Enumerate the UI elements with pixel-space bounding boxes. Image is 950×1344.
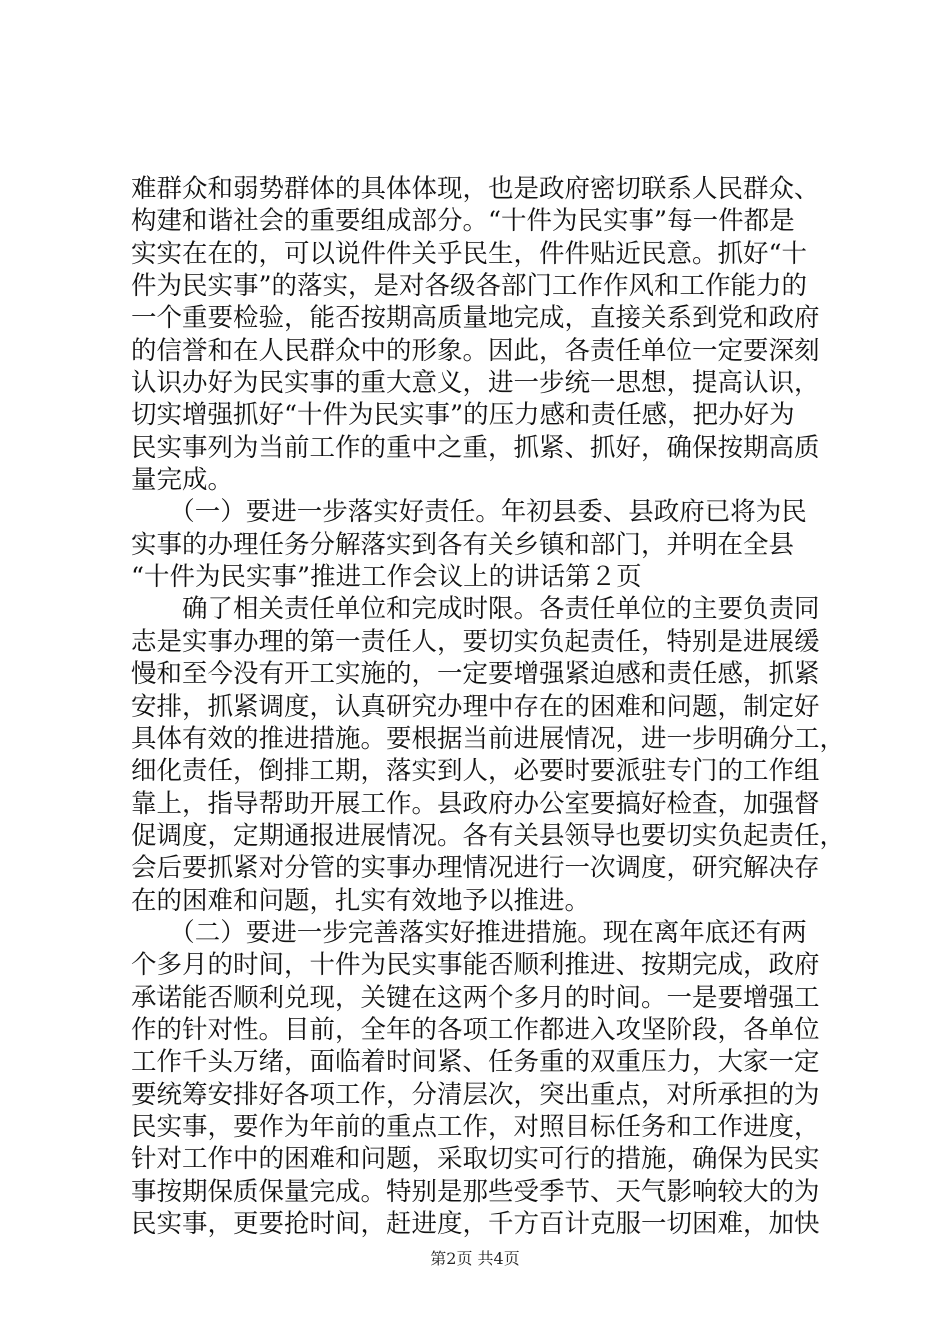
- text-line: 靠上，指导帮助开展工作。县政府办公室要搞好检查，加强督: [131, 788, 820, 819]
- text-line: 量完成。: [131, 465, 234, 496]
- text-line: 认识办好为民实事的重大意义，进一步统一思想，提高认识，: [131, 368, 820, 399]
- text-line: 促调度，定期通报进展情况。各有关县领导也要切实负起责任，: [131, 820, 846, 851]
- text-line: （二）要进一步完善落实好推进措施。现在离年底还有两: [131, 917, 807, 948]
- page-footer: 第2页 共4页: [430, 1249, 520, 1268]
- text-line: 会后要抓紧对分管的实事办理情况进行一次调度，研究解决存: [131, 853, 820, 884]
- text-line: 志是实事办理的第一责任人，要切实负起责任，特别是进展缓: [131, 626, 820, 657]
- body-text: [131, 173, 846, 1240]
- text-line: 难群众和弱势群体的具体体现，也是政府密切联系人民群众、: [131, 174, 820, 204]
- text-line: 安排，抓紧调度，认真研究办理中存在的困难和问题，制定好: [131, 691, 820, 722]
- text-line: 细化责任，倒排工期，落实到人，必要时要派驻专门的工作组: [131, 756, 820, 787]
- text-line: 慢和至今没有开工实施的，一定要增强紧迫感和责任感，抓紧: [131, 659, 820, 690]
- text-line: 作的针对性。目前，全年的各项工作都进入攻坚阶段，各单位: [131, 1014, 820, 1045]
- text-line: 工作千头万绪，面临着时间紧、任务重的双重压力，大家一定: [131, 1047, 820, 1078]
- text-line: 件为民实事”的落实，是对各级各部门工作作风和工作能力的: [131, 271, 808, 302]
- text-line: 民实事，更要抢时间，赶进度，千方百计克服一切困难，加快: [131, 1209, 820, 1239]
- text-line: 具体有效的推进措施。要根据当前进展情况，进一步明确分工，: [131, 723, 846, 754]
- text-line: 针对工作中的困难和问题，采取切实可行的措施，确保为民实: [131, 1144, 820, 1175]
- text-line: 一个重要检验，能否按期高质量地完成，直接关系到党和政府: [131, 303, 820, 334]
- text-line: 民实事，要作为年前的重点工作，对照目标任务和工作进度，: [131, 1111, 820, 1142]
- text-line: 承诺能否顺利兑现，关键在这两个多月的时间。一是要增强工: [131, 982, 820, 1013]
- text-line: 实事的办理任务分解落实到各有关乡镇和部门，并明在全县: [131, 529, 795, 560]
- text-line: 构建和谐社会的重要组成部分。“十件为民实事”每一件都是: [131, 206, 795, 237]
- text-line: （一）要进一步落实好责任。年初县委、县政府已将为民: [131, 497, 807, 528]
- text-line: 在的困难和问题，扎实有效地予以推进。: [131, 885, 591, 916]
- text-line: 事按期保质保量完成。特别是那些受季节、天气影响较大的为: [131, 1176, 820, 1207]
- text-line: 切实增强抓好“十件为民实事”的压力感和责任感，把办好为: [131, 400, 795, 431]
- text-line: “十件为民实事”推进工作会议上的讲话第２页: [131, 562, 642, 593]
- text-line: 要统筹安排好各项工作，分清层次，突出重点，对所承担的为: [131, 1079, 820, 1110]
- text-line: 确了相关责任单位和完成时限。各责任单位的主要负责同: [131, 594, 820, 625]
- text-line: 实实在在的，可以说件件关乎民生，件件贴近民意。抓好“十: [131, 238, 808, 269]
- text-line: 的信誉和在人民群众中的形象。因此，各责任单位一定要深刻: [131, 335, 820, 366]
- text-line: 民实事列为当前工作的重中之重，抓紧、抓好，确保按期高质: [131, 432, 820, 463]
- text-line: 个多月的时间，十件为民实事能否顺利推进、按期完成，政府: [131, 950, 820, 981]
